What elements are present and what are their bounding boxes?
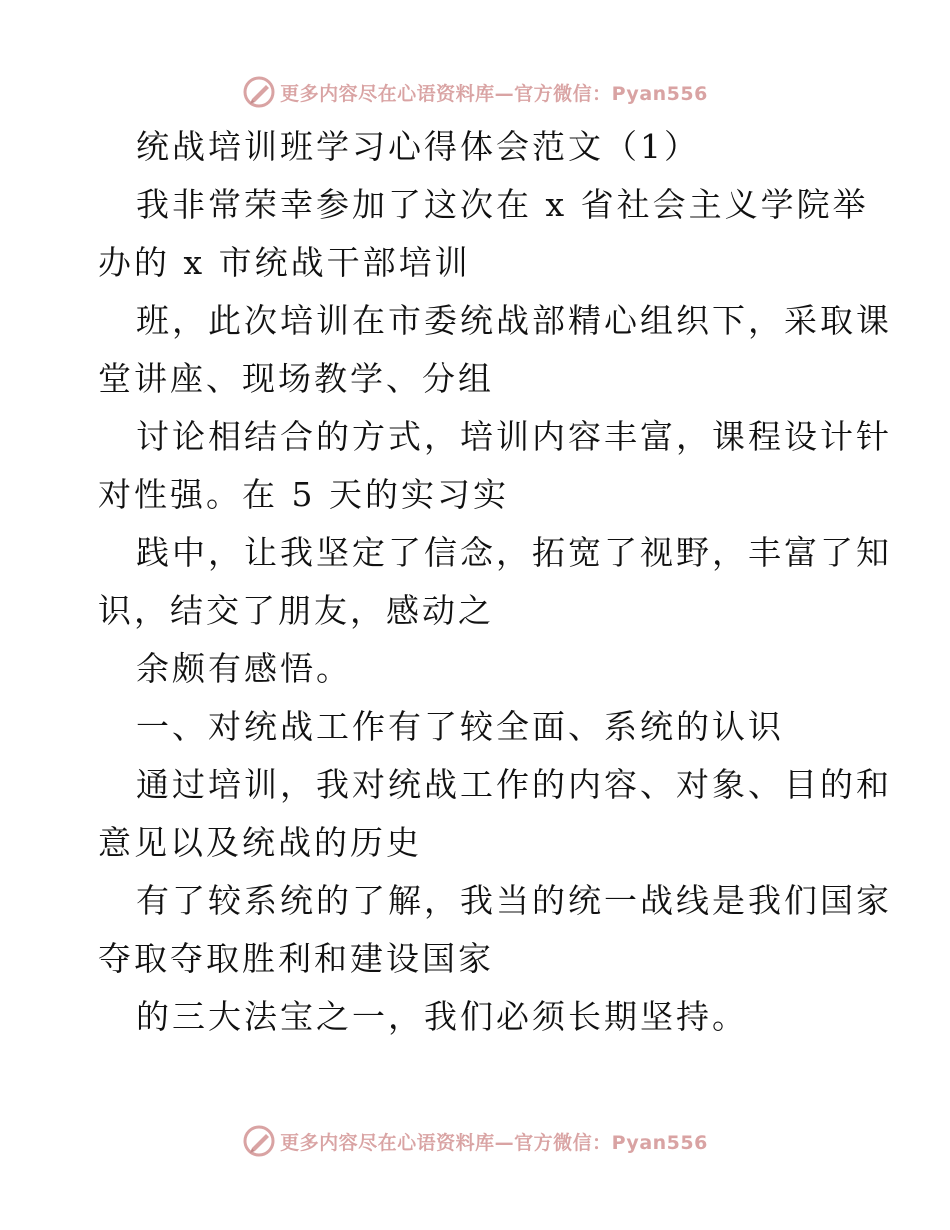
text-line: 识，结交了朋友，感动之: [98, 591, 494, 630]
text-line: 堂讲座、现场教学、分组: [98, 359, 494, 398]
text-line: 有了较系统的了解，我当的统一战线是我们国家: [136, 881, 892, 920]
header-watermark: [0, 72, 950, 112]
document-title: 统战培训班学习心得体会范文（1）: [136, 127, 700, 166]
section-heading: 一、对统战工作有了较全面、系统的认识: [136, 707, 784, 746]
pen-logo-icon: [242, 75, 276, 109]
text-line: 的三大法宝之一，我们必须长期坚持。: [136, 997, 748, 1036]
text-line: 班，此次培训在市委统战部精心组织下，采取课: [136, 301, 892, 340]
text-line: 践中，让我坚定了信念，拓宽了视野，丰富了知: [136, 533, 892, 572]
pen-logo-icon: [242, 1124, 276, 1158]
text-line: 办的 x 市统战干部培训: [98, 243, 471, 282]
text-line: 讨论相结合的方式，培训内容丰富，课程设计针: [136, 417, 892, 456]
text-line: 通过培训，我对统战工作的内容、对象、目的和: [136, 765, 892, 804]
watermark-text: 更多内容尽在心语资料库—官方微信：Pyan556: [280, 82, 708, 105]
text-line: 夺取夺取胜利和建设国家: [98, 939, 494, 978]
text-line: 余颇有感悟。: [136, 649, 352, 688]
text-line: 我非常荣幸参加了这次在 x 省社会主义学院举: [136, 185, 869, 224]
watermark-text: 更多内容尽在心语资料库—官方微信：Pyan556: [280, 1131, 708, 1154]
text-line: 意见以及统战的历史: [98, 823, 422, 862]
document-body: [98, 118, 892, 1046]
text-line: 对性强。在 5 天的实习实: [98, 475, 509, 514]
footer-watermark: [0, 1121, 950, 1161]
